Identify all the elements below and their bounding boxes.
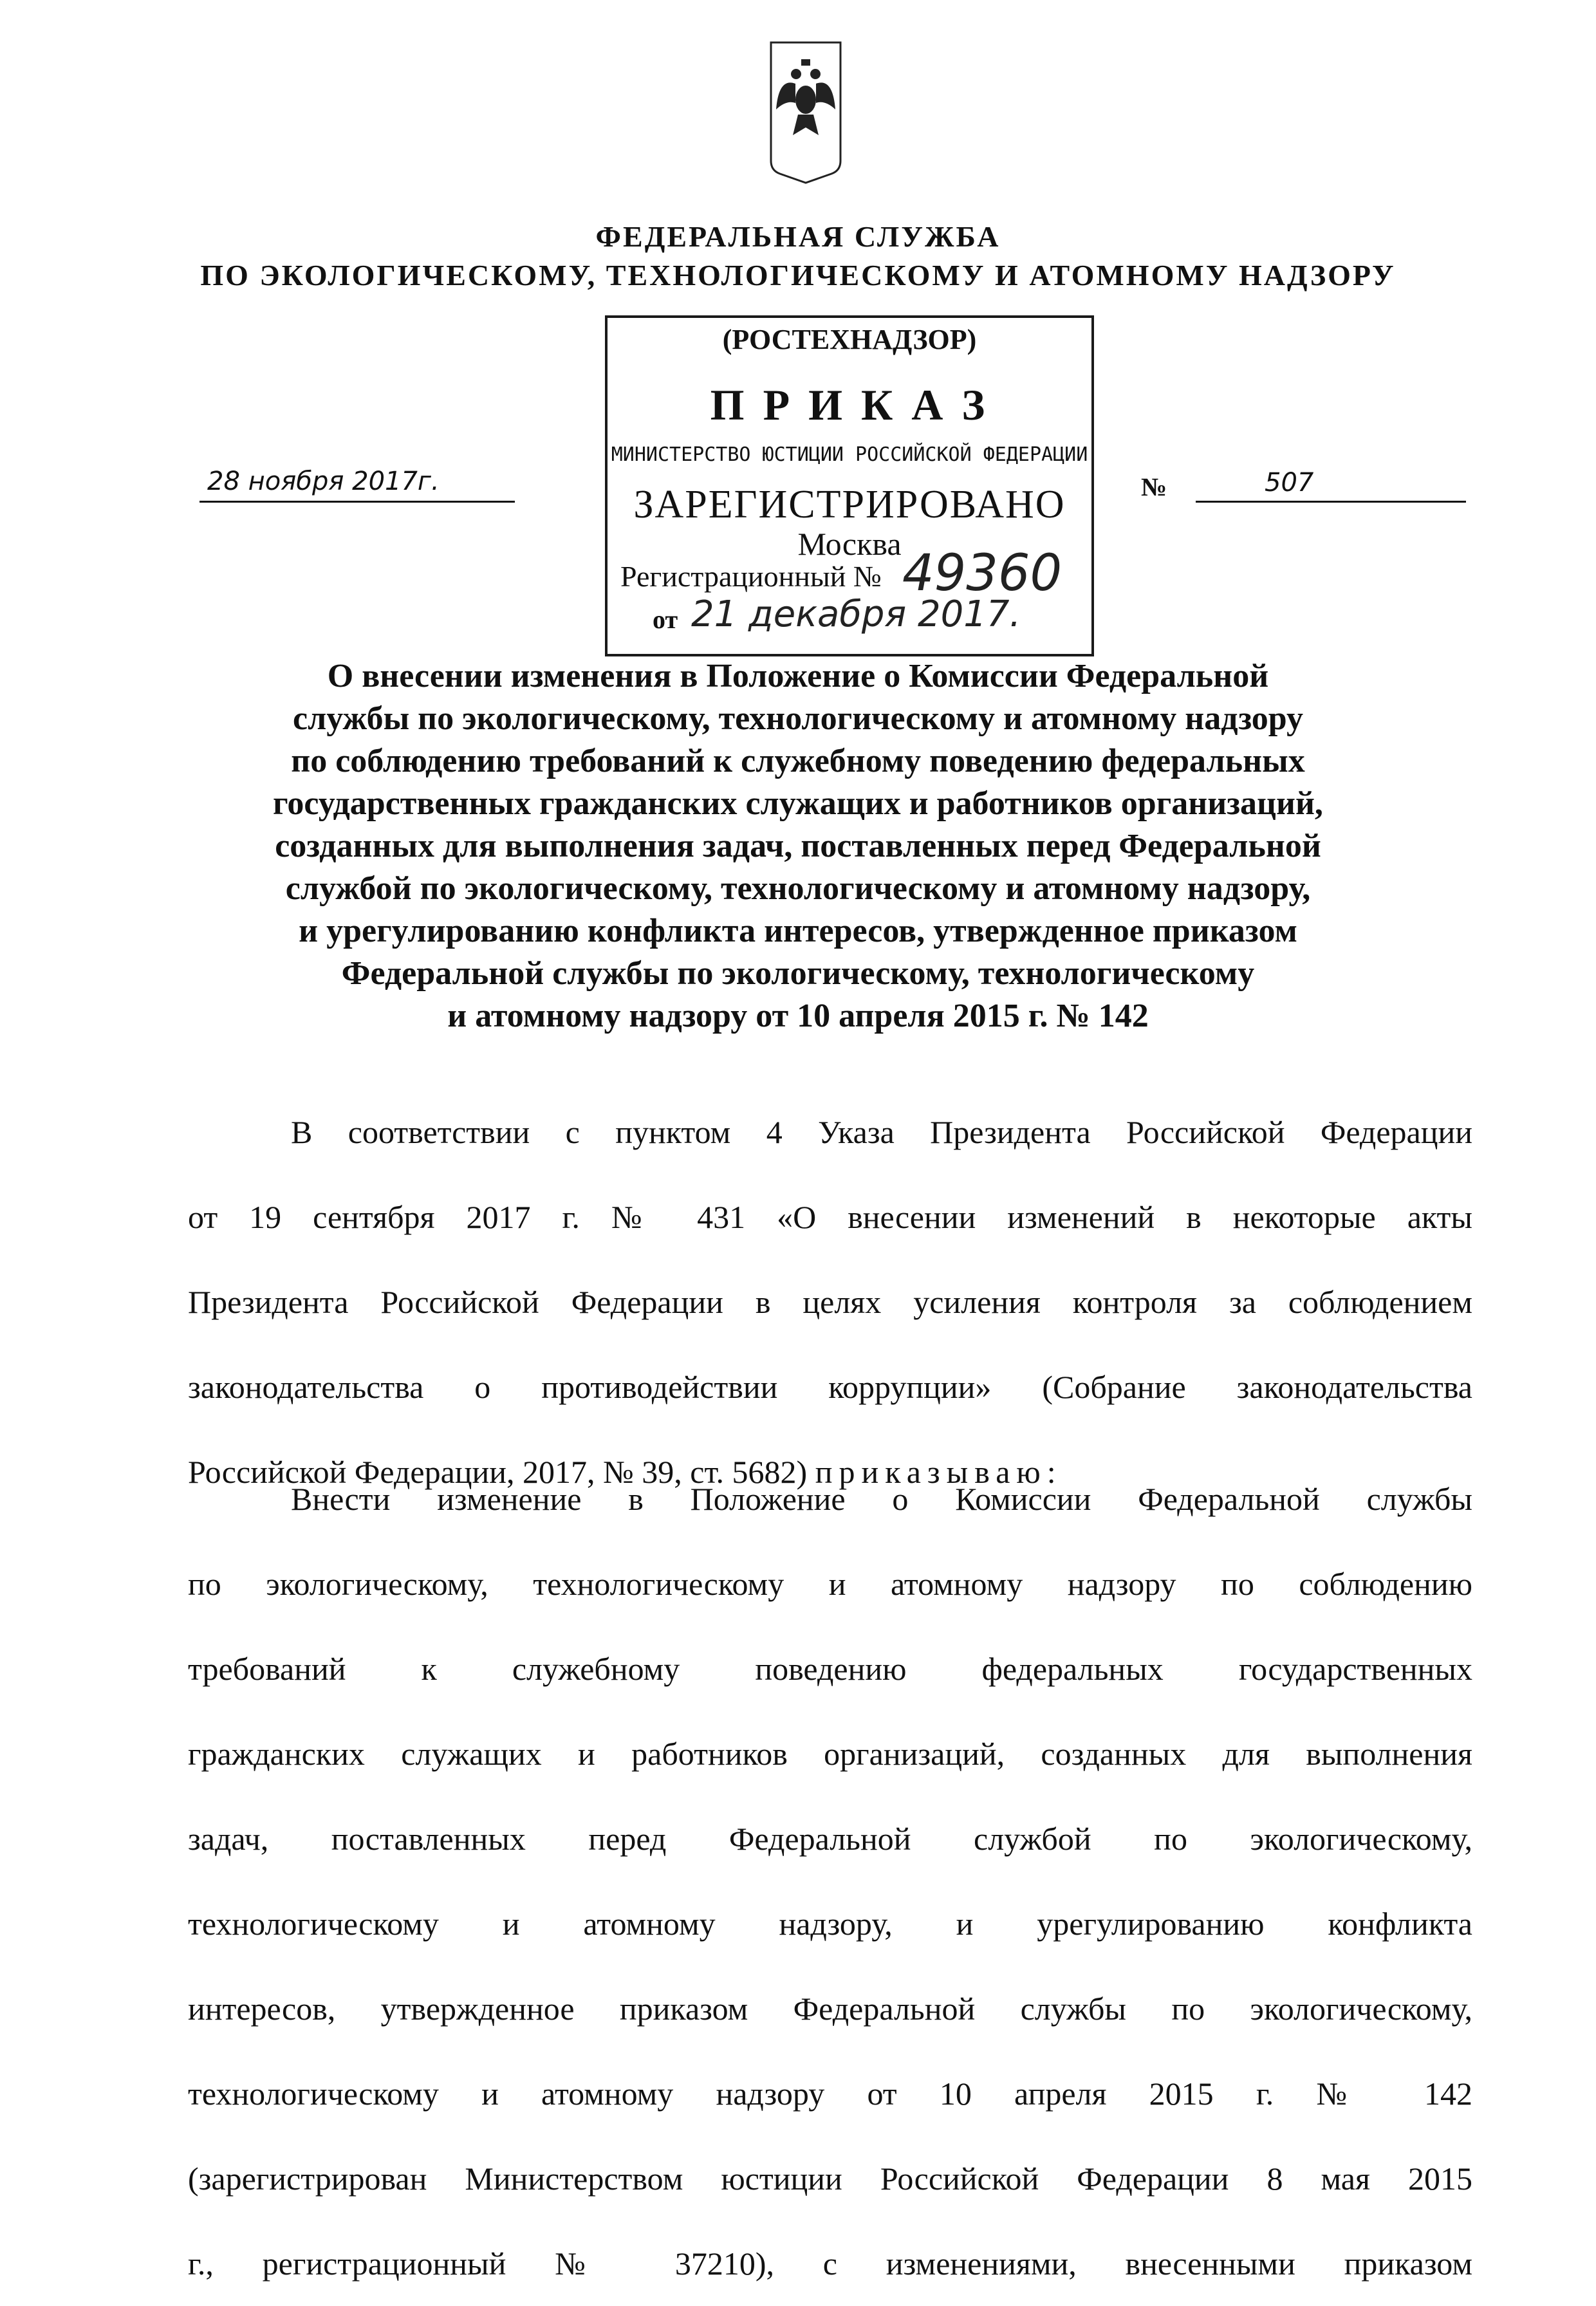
document-title — [154, 655, 1442, 1037]
paragraph-line-text: Российской Федерации, 2017, № 39, ст. 5682) — [188, 1454, 808, 1490]
stamp-registered: ЗАРЕГИСТРИРОВАНО — [633, 483, 1066, 526]
russian-coat-of-arms-icon — [767, 39, 844, 185]
paragraph-line: задач, поставленных перед Федеральной службой по экологическому, — [188, 1821, 1472, 1857]
title-line: службой по экологическому, технологическому и атомному надзору, — [285, 870, 1311, 907]
paragraph-line: требований к служебному поведению федеральных государственных — [188, 1651, 1472, 1687]
stamp-ministry: МИНИСТЕРСТВО ЮСТИЦИИ РОССИЙСКОЙ ФЕДЕРАЦИИ — [611, 443, 1088, 466]
paragraph-line: технологическому и атомному надзору от 10 апреля 2015 г. № 142 — [188, 2076, 1472, 2112]
stamp-reg-label: Регистрационный № — [620, 560, 882, 593]
agency-short-name: (РОСТЕХНАДЗОР) — [722, 324, 977, 355]
paragraph-line: технологическому и атомному надзору, и урегулированию конфликта — [188, 1906, 1472, 1942]
title-line: службы по экологическому, технологическому и атомному надзору — [292, 700, 1304, 737]
title-line: и атомному надзору от 10 апреля 2015 г. № 142 — [447, 998, 1149, 1034]
paragraph-line: по экологическому, технологическому и атомному надзору по соблюдению — [188, 1566, 1472, 1602]
title-line: по соблюдению требований к служебному поведению федеральных — [291, 743, 1305, 779]
paragraph-basis — [188, 1090, 1472, 1514]
paragraph-line: (зарегистрирован Министерством юстиции Российской Федерации 8 мая 2015 — [188, 2161, 1472, 2197]
order-date-underline — [200, 501, 515, 503]
title-line: О внесении изменения в Положение о Комиссии Федеральной — [327, 658, 1269, 694]
paragraph-line: г., регистрационный № 37210), с изменениями, внесенными приказом — [188, 2246, 1472, 2282]
title-line: и урегулированию конфликта интересов, утвержденное приказом — [299, 913, 1297, 949]
stamp-city: Москва — [797, 526, 902, 562]
document-type: П Р И К А З — [710, 380, 989, 429]
agency-name-line2: ПО ЭКОЛОГИЧЕСКОМУ, ТЕХНОЛОГИЧЕСКОМУ И АТОМНОМУ НАДЗОРУ — [200, 259, 1396, 292]
order-word: приказываю: — [815, 1454, 1062, 1490]
order-date: 28 ноября 2017г. — [207, 467, 440, 496]
order-number-underline — [1196, 501, 1466, 503]
paragraph-line: от 19 сентября 2017 г. № 431 «О внесении изменений в некоторые акты — [188, 1199, 1472, 1235]
stamp-reg-number: 49360 — [902, 544, 1062, 602]
paragraph-amendment — [188, 1456, 1472, 2306]
title-line: государственных гражданских служащих и работников организаций, — [273, 785, 1323, 822]
paragraph-line: Внести изменение в Положение о Комиссии Федеральной службы — [291, 1481, 1472, 1517]
stamp-date: 21 декабря 2017. — [691, 593, 1021, 635]
order-number-label: № — [1141, 472, 1167, 501]
paragraph-line: интересов, утвержденное приказом Федеральной службы по экологическому, — [188, 1991, 1472, 2027]
agency-name-line1: ФЕДЕРАЛЬНАЯ СЛУЖБА — [595, 220, 1001, 253]
title-line: Федеральной службы по экологическому, технологическому — [341, 955, 1255, 992]
stamp-date-prefix: от — [653, 605, 678, 634]
paragraph-line: В соответствии с пунктом 4 Указа Президента Российской Федерации — [291, 1114, 1472, 1150]
paragraph-line: гражданских служащих и работников организаций, созданных для выполнения — [188, 1736, 1472, 1772]
title-line: созданных для выполнения задач, поставленных перед Федеральной — [275, 828, 1321, 864]
paragraph-line: законодательства о противодействии коррупции» (Собрание законодательства — [188, 1369, 1472, 1405]
registration-stamp — [605, 315, 1094, 656]
order-number: 507 — [1265, 468, 1314, 497]
paragraph-line: Президента Российской Федерации в целях усиления контроля за соблюдением — [188, 1284, 1472, 1320]
